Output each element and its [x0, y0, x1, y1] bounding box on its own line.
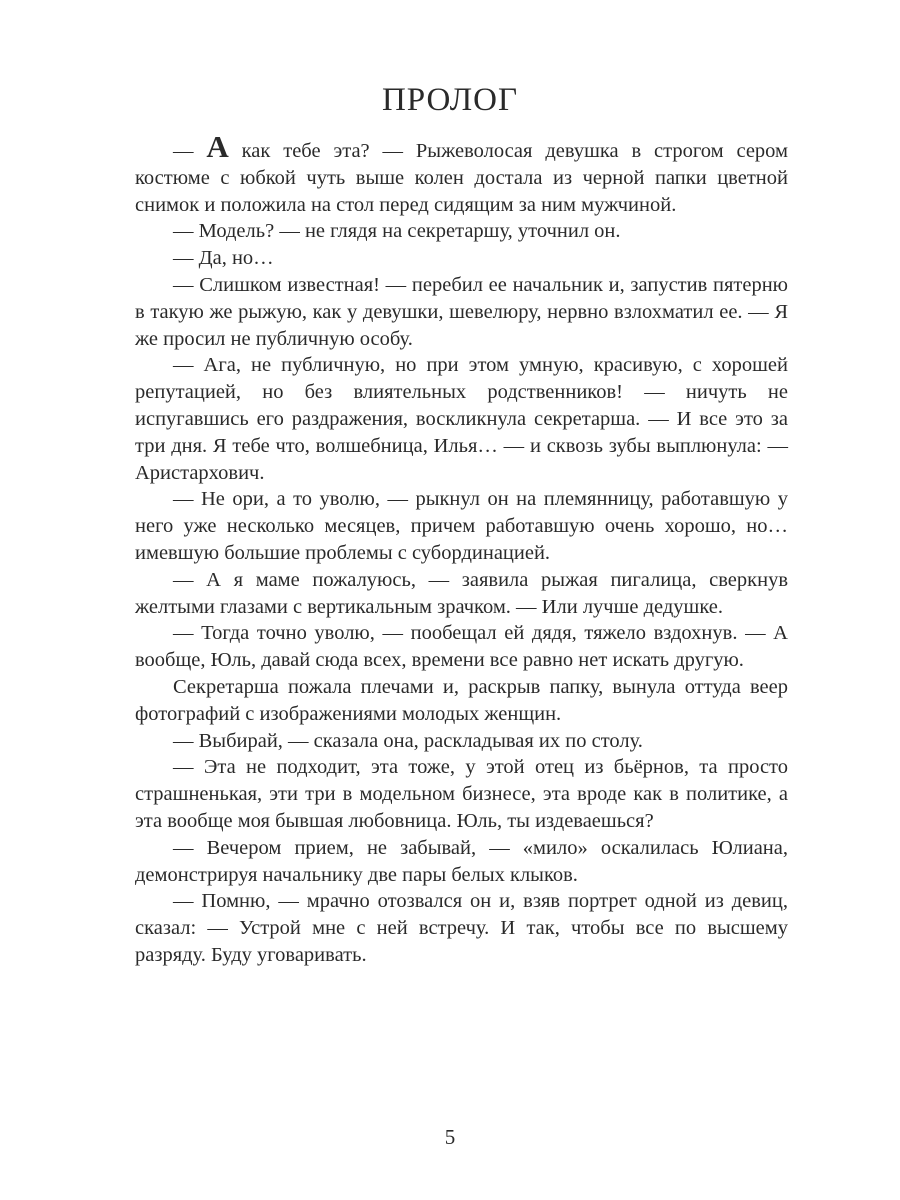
- paragraph-13: — Помню, — мрачно отозвался он и, взяв портрет одной из девиц, сказал: — Устрой мне с ней встречу. И так, чтобы все по высшему разряду. Буду уговаривать.: [135, 890, 788, 966]
- paragraph-10: — Выбирай, — сказала она, раскладывая их по столу.: [173, 729, 643, 752]
- paragraph-3: — Да, но…: [173, 247, 274, 270]
- paragraph-1-rest: как тебе эта? — Рыжеволосая девушка в строгом сером костюме с юбкой чуть выше колен достала из черной папки цветной снимок и положила на стол перед сидящим за ним мужчиной.: [135, 140, 789, 216]
- chapter-text: [135, 129, 789, 969]
- page-number: 5: [444, 1125, 456, 1149]
- dialogue-dash: —: [173, 140, 207, 162]
- paragraph-5: — Ага, не публичную, но при этом умную, красивую, с хорошей репутацией, но без влиятельных родственников! — ничуть не испугавшись его раздражения, воскликнула секретарша. — И все это за три дня. Я тебе что, волшебница, Илья… — и сквозь зубы выплюнула: — Аристархович.: [135, 354, 788, 484]
- paragraph-4: — Слишком известная! — перебил ее начальник и, запустив пятерню в такую же рыжую, как у девушки, шевелюру, нервно взлохматил ее. — Я же просил не публичную особу.: [135, 273, 788, 350]
- paragraph-2: — Модель? — не глядя на секретаршу, уточнил он.: [173, 220, 621, 243]
- paragraph-1: [135, 129, 789, 218]
- drop-letter: А: [206, 129, 229, 164]
- chapter-title: ПРОЛОГ: [381, 82, 519, 118]
- paragraph-12: — Вечером прием, не забывай, — «мило» оскалилась Юлиана, демонстрируя начальнику две пары белых клыков.: [135, 836, 788, 886]
- paragraph-8: — Тогда точно уволю, — пообещал ей дядя, тяжело вздохнув. — А вообще, Юль, давай сюда всех, времени все равно нет искать другую.: [135, 622, 788, 672]
- paragraph-6: — Не ори, а то уволю, — рыкнул он на племянницу, работавшую у него уже несколько месяцев, причем работавшую очень хорошо, но… имевшую большие проблемы с субординацией.: [135, 488, 788, 564]
- paragraph-7: — А я маме пожалуюсь, — заявила рыжая пигалица, сверкнув желтыми глазами с вертикальным зрачком. — Или лучше дедушке.: [135, 568, 788, 618]
- paragraph-9: Секретарша пожала плечами и, раскрыв папку, вынула оттуда веер фотографий с изображениями молодых женщин.: [135, 675, 788, 725]
- paragraph-11: — Эта не подходит, эта тоже, у этой отец из бьёрнов, та просто страшненькая, эти три в модельном бизнесе, эта вроде как в политике, а эта вообще моя бывшая любовница. Юль, ты издеваешься?: [135, 756, 788, 832]
